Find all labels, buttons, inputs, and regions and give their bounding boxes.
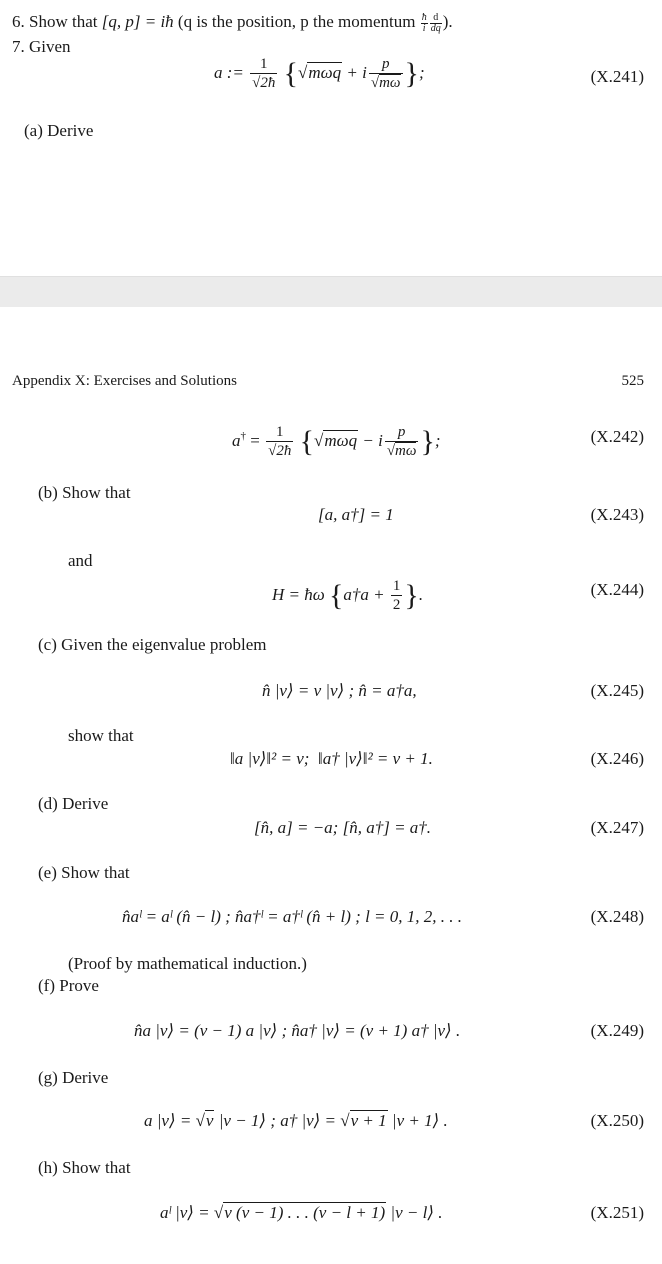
label-244: (X.244) [590, 580, 644, 599]
label-243: (X.243) [590, 505, 644, 524]
part-f [38, 976, 99, 996]
part-c [38, 635, 266, 655]
part-f-label: (f) [38, 976, 55, 995]
equation-241: a := $\frac{1}{√2ħ}$ {√mωq + i $\frac{p}{√m\omega}$ }; [214, 56, 425, 91]
eq244-lhs: H = ħω [272, 584, 325, 604]
label-248: (X.248) [590, 907, 644, 926]
item-6-paren: (q is the position, p the momentum [177, 12, 416, 31]
label-246: (X.246) [590, 749, 644, 768]
item-6-hbar-over-i: $\frac{ħ}{i}$ [421, 11, 427, 34]
eq250-sqrt-nu: ν [205, 1111, 214, 1130]
equation-245: n̂ |ν⟩ = ν |ν⟩ ; n̂ = a†a, [262, 681, 417, 700]
label-249: (X.249) [590, 1021, 644, 1040]
part-d-text: Derive [62, 794, 109, 813]
part-a [24, 121, 93, 141]
label-242: (X.242) [590, 427, 644, 446]
part-b-text: Show that [62, 483, 131, 502]
part-c-label: (c) [38, 635, 57, 654]
item-6-lead: Show that [29, 12, 98, 31]
part-g-text: Derive [62, 1068, 109, 1087]
eq244-half: $\frac{1}{2}$ [392, 578, 401, 613]
equation-251: aˡ |ν⟩ = √ν (ν − 1) . . . (ν − l + 1) |ν − l⟩ . [160, 1203, 443, 1222]
item-6-d-dq: $\frac{d}{dq}$ [430, 11, 441, 34]
eq241-plus-i: + i [346, 62, 367, 82]
eq244-mid: a†a + [343, 584, 385, 604]
label-250: (X.250) [590, 1111, 644, 1130]
item-6-commutator: [q, p] = iħ [101, 12, 174, 31]
eq242-p-over-sqrt: $\frac{p}{√m\omega}$ [386, 424, 417, 459]
part-d-label: (d) [38, 794, 58, 813]
part-a-text: Derive [47, 121, 94, 140]
running-header: Appendix X: Exercises and Solutions [12, 373, 237, 389]
eq241-p-over-sqrt: $\frac{p}{√m\omega}$ [370, 56, 401, 91]
show-that-c: show that [68, 726, 134, 745]
eq241-fraction: $\frac{1}{√2ħ}$ [252, 56, 276, 91]
eq242-lhs: a [232, 430, 241, 450]
eq242-minus-i: − i [362, 430, 383, 450]
eq241-sqrt-mwq: mωq [308, 62, 342, 82]
part-d [38, 794, 108, 814]
part-h-label: (h) [38, 1158, 58, 1177]
part-h-text: Show that [62, 1158, 131, 1177]
page-break [0, 276, 662, 307]
part-e-label: (e) [38, 863, 57, 882]
equation-248: n̂aˡ = aˡ (n̂ − l) ; n̂a†ˡ = a†ˡ (n̂ + l) ; l = 0, 1, 2, . . . [122, 907, 463, 926]
item-7-number: 7. [12, 37, 25, 56]
part-e [38, 863, 130, 883]
item-7-text: Given [29, 37, 71, 56]
equation-247: [n̂, a] = −a; [n̂, a†] = a†. [254, 818, 432, 837]
part-g-label: (g) [38, 1068, 58, 1087]
part-b-label: (b) [38, 483, 58, 502]
label-241: (X.241) [590, 67, 644, 86]
eq250-sqrt-nu-plus-1: ν + 1 [350, 1111, 387, 1130]
label-247: (X.247) [590, 818, 644, 837]
label-245: (X.245) [590, 681, 644, 700]
item-6 [12, 12, 453, 34]
and-text: and [68, 551, 93, 570]
item-6-close: ). [442, 12, 453, 31]
equation-246 [230, 748, 433, 770]
part-c-text: Given the eigenvalue problem [61, 635, 267, 654]
eq242-fraction: $\frac{1}{√2ħ}$ [268, 424, 292, 459]
equation-249: n̂a |ν⟩ = (ν − 1) a |ν⟩ ; n̂a† |ν⟩ = (ν + 1) a† |ν⟩ . [134, 1021, 461, 1040]
item-7 [12, 37, 71, 57]
part-f-text: Prove [59, 976, 99, 995]
part-g [38, 1068, 108, 1088]
proof-note: (Proof by mathematical induction.) [68, 954, 307, 973]
eq251-sqrt-product: ν (ν − 1) . . . (ν − l + 1) [224, 1203, 386, 1222]
eq241-lhs: a := [214, 62, 244, 82]
equation-250: a |ν⟩ = √ν |ν − 1⟩ ; a† |ν⟩ = √ν + 1 |ν + 1⟩ . [144, 1111, 448, 1130]
equation-243: [a, a†] = 1 [318, 505, 394, 524]
eq242-sqrt-mwq: mωq [324, 430, 358, 450]
label-251: (X.251) [590, 1203, 644, 1222]
equation-244: H = ħω {a†a + $\frac{1}{2}$ }. [272, 578, 424, 613]
page-number: 525 [621, 373, 644, 389]
item-6-number: 6. [12, 12, 25, 31]
part-a-label: (a) [24, 121, 43, 140]
eq246-part1: ‖a |ν⟩‖² = ν; [230, 749, 310, 768]
part-e-text: Show that [61, 863, 130, 882]
part-b [38, 483, 131, 503]
part-h [38, 1158, 131, 1178]
equation-242: a† = $\frac{1}{√2ħ}$ {√mωq − i $\frac{p}{√m\omega}$ }; [232, 424, 441, 459]
eq241-semicolon: ; [418, 62, 425, 82]
eq246-part2: ‖a† |ν⟩‖² = ν + 1. [317, 749, 433, 768]
